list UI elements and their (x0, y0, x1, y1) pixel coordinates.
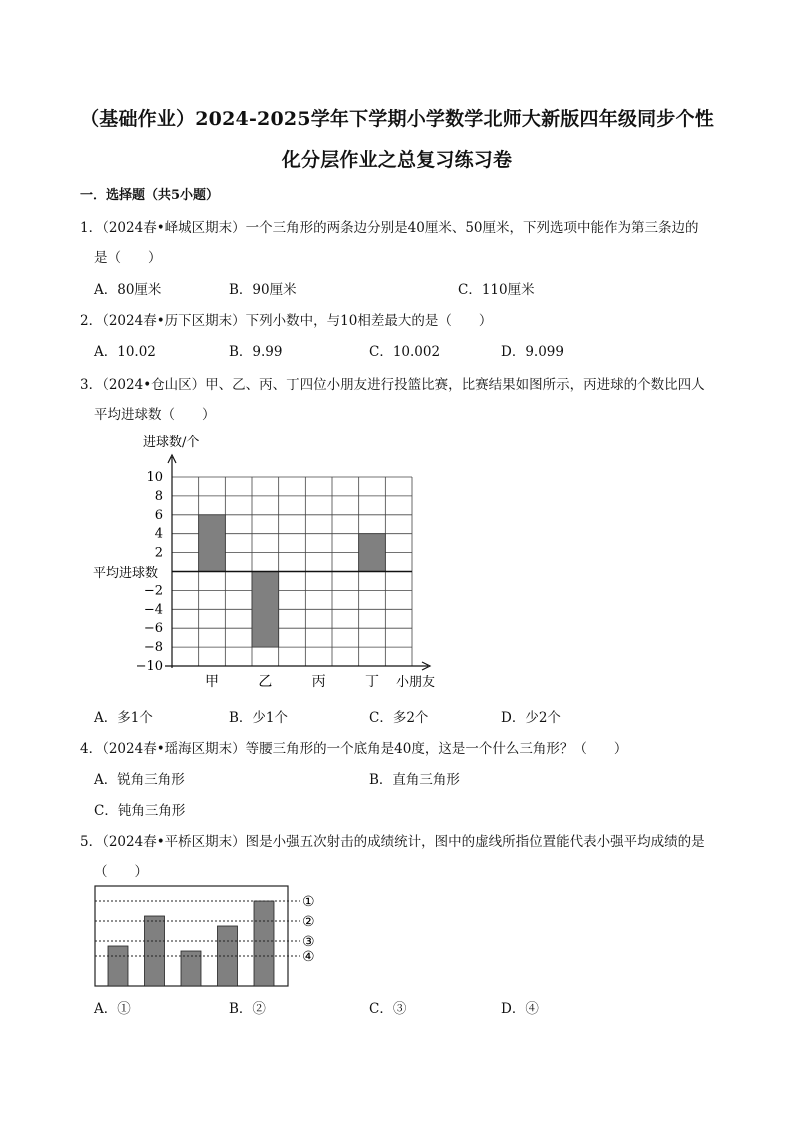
question-5-continuation: （ ） (94, 864, 148, 880)
category-label: 丁 (365, 674, 379, 690)
y-tick-label: −8 (143, 640, 163, 656)
question-text: （2024春•平桥区期末）图是小强五次射击的成绩统计，图中的虚线所指位置能代表小强平均成绩的是 (102, 834, 705, 850)
option-c[interactable]: C．钝角三角形 (94, 803, 186, 819)
option-b[interactable]: B．90厘米 (229, 282, 297, 298)
question-2 (80, 309, 492, 329)
option-a[interactable]: A．锐角三角形 (94, 772, 185, 788)
option-b[interactable]: B．② (229, 1001, 266, 1017)
y-tick-label: 4 (154, 526, 163, 542)
question-3-continuation: 平均进球数（ ） (94, 407, 216, 423)
page-title-line-2: 化分层作业之总复习练习卷 (281, 149, 513, 171)
basketball-score-chart (88, 430, 458, 695)
question-1 (80, 216, 699, 236)
bar-丁 (359, 534, 386, 572)
option-c[interactable]: C．110厘米 (458, 282, 535, 298)
section-heading: 一．选择题（共5小题） (80, 188, 220, 203)
question-text: （2024春•历下区期末）下列小数中，与10相差最大的是（ ） (102, 313, 493, 329)
score-bar (254, 901, 274, 986)
option-c[interactable]: C．10.002 (369, 344, 441, 360)
question-3 (80, 373, 705, 393)
option-a[interactable]: A．10.02 (94, 344, 156, 360)
bar-甲 (199, 515, 226, 572)
option-d[interactable]: D．少2个 (501, 710, 561, 726)
question-number: 2． (80, 313, 103, 329)
option-c[interactable]: C．多2个 (369, 710, 429, 726)
option-c[interactable]: C．③ (369, 1001, 407, 1017)
option-b[interactable]: B．直角三角形 (369, 772, 460, 788)
y-tick-label: −2 (143, 583, 163, 599)
question-number: 5． (80, 834, 103, 850)
x-axis-label: 小朋友 (396, 675, 436, 690)
question-text: （2024春•峄城区期末）一个三角形的两条边分别是40厘米、50厘米，下列选项中能作为第三条边的 (102, 220, 699, 236)
question-text: （2024•仓山区）甲、乙、丙、丁四位小朋友进行投篮比赛，比赛结果如图所示，丙进球的个数比四人 (102, 377, 705, 393)
question-5 (80, 830, 705, 850)
option-a[interactable]: A．多1个 (94, 710, 153, 726)
y-tick-label: 2 (154, 545, 163, 561)
question-number: 1． (80, 220, 103, 236)
question-number: 3． (80, 377, 103, 393)
y-tick-label: −6 (143, 621, 163, 637)
question-4 (80, 737, 627, 757)
page-title-line-1: （基础作业）2024-2025学年下学期小学数学北师大新版四年级同步个性 (80, 108, 714, 130)
reference-line-label: ① (302, 894, 315, 910)
category-label: 乙 (258, 674, 273, 690)
bar-乙 (252, 572, 279, 648)
y-tick-label: 10 (146, 470, 163, 485)
question-text: （2024春•瑶海区期末）等腰三角形的一个底角是40度，这是一个什么三角形？（ ） (102, 741, 628, 757)
baseline-label: 平均进球数 (93, 566, 159, 581)
option-b[interactable]: B．少1个 (229, 710, 289, 726)
y-axis-label: 进球数/个 (143, 435, 200, 450)
category-label: 甲 (205, 674, 219, 690)
y-tick-label: 8 (154, 488, 163, 504)
y-tick-label: −4 (143, 602, 163, 618)
reference-line-label: ④ (302, 949, 315, 965)
option-a[interactable]: A．① (94, 1001, 131, 1017)
question-1-continuation: 是（ ） (94, 250, 162, 266)
score-bar (145, 916, 165, 986)
score-bar (108, 946, 128, 986)
option-d[interactable]: D．9.099 (501, 344, 564, 360)
option-d[interactable]: D．④ (501, 1001, 539, 1017)
option-b[interactable]: B．9.99 (229, 344, 283, 360)
question-number: 4． (80, 741, 103, 757)
reference-line-label: ③ (302, 934, 315, 950)
y-tick-label: −10 (135, 659, 163, 674)
shooting-score-chart (90, 880, 330, 990)
reference-line-label: ② (302, 914, 315, 930)
category-label: 丙 (311, 674, 326, 690)
option-a[interactable]: A．80厘米 (94, 282, 162, 298)
y-tick-label: 6 (154, 507, 163, 523)
